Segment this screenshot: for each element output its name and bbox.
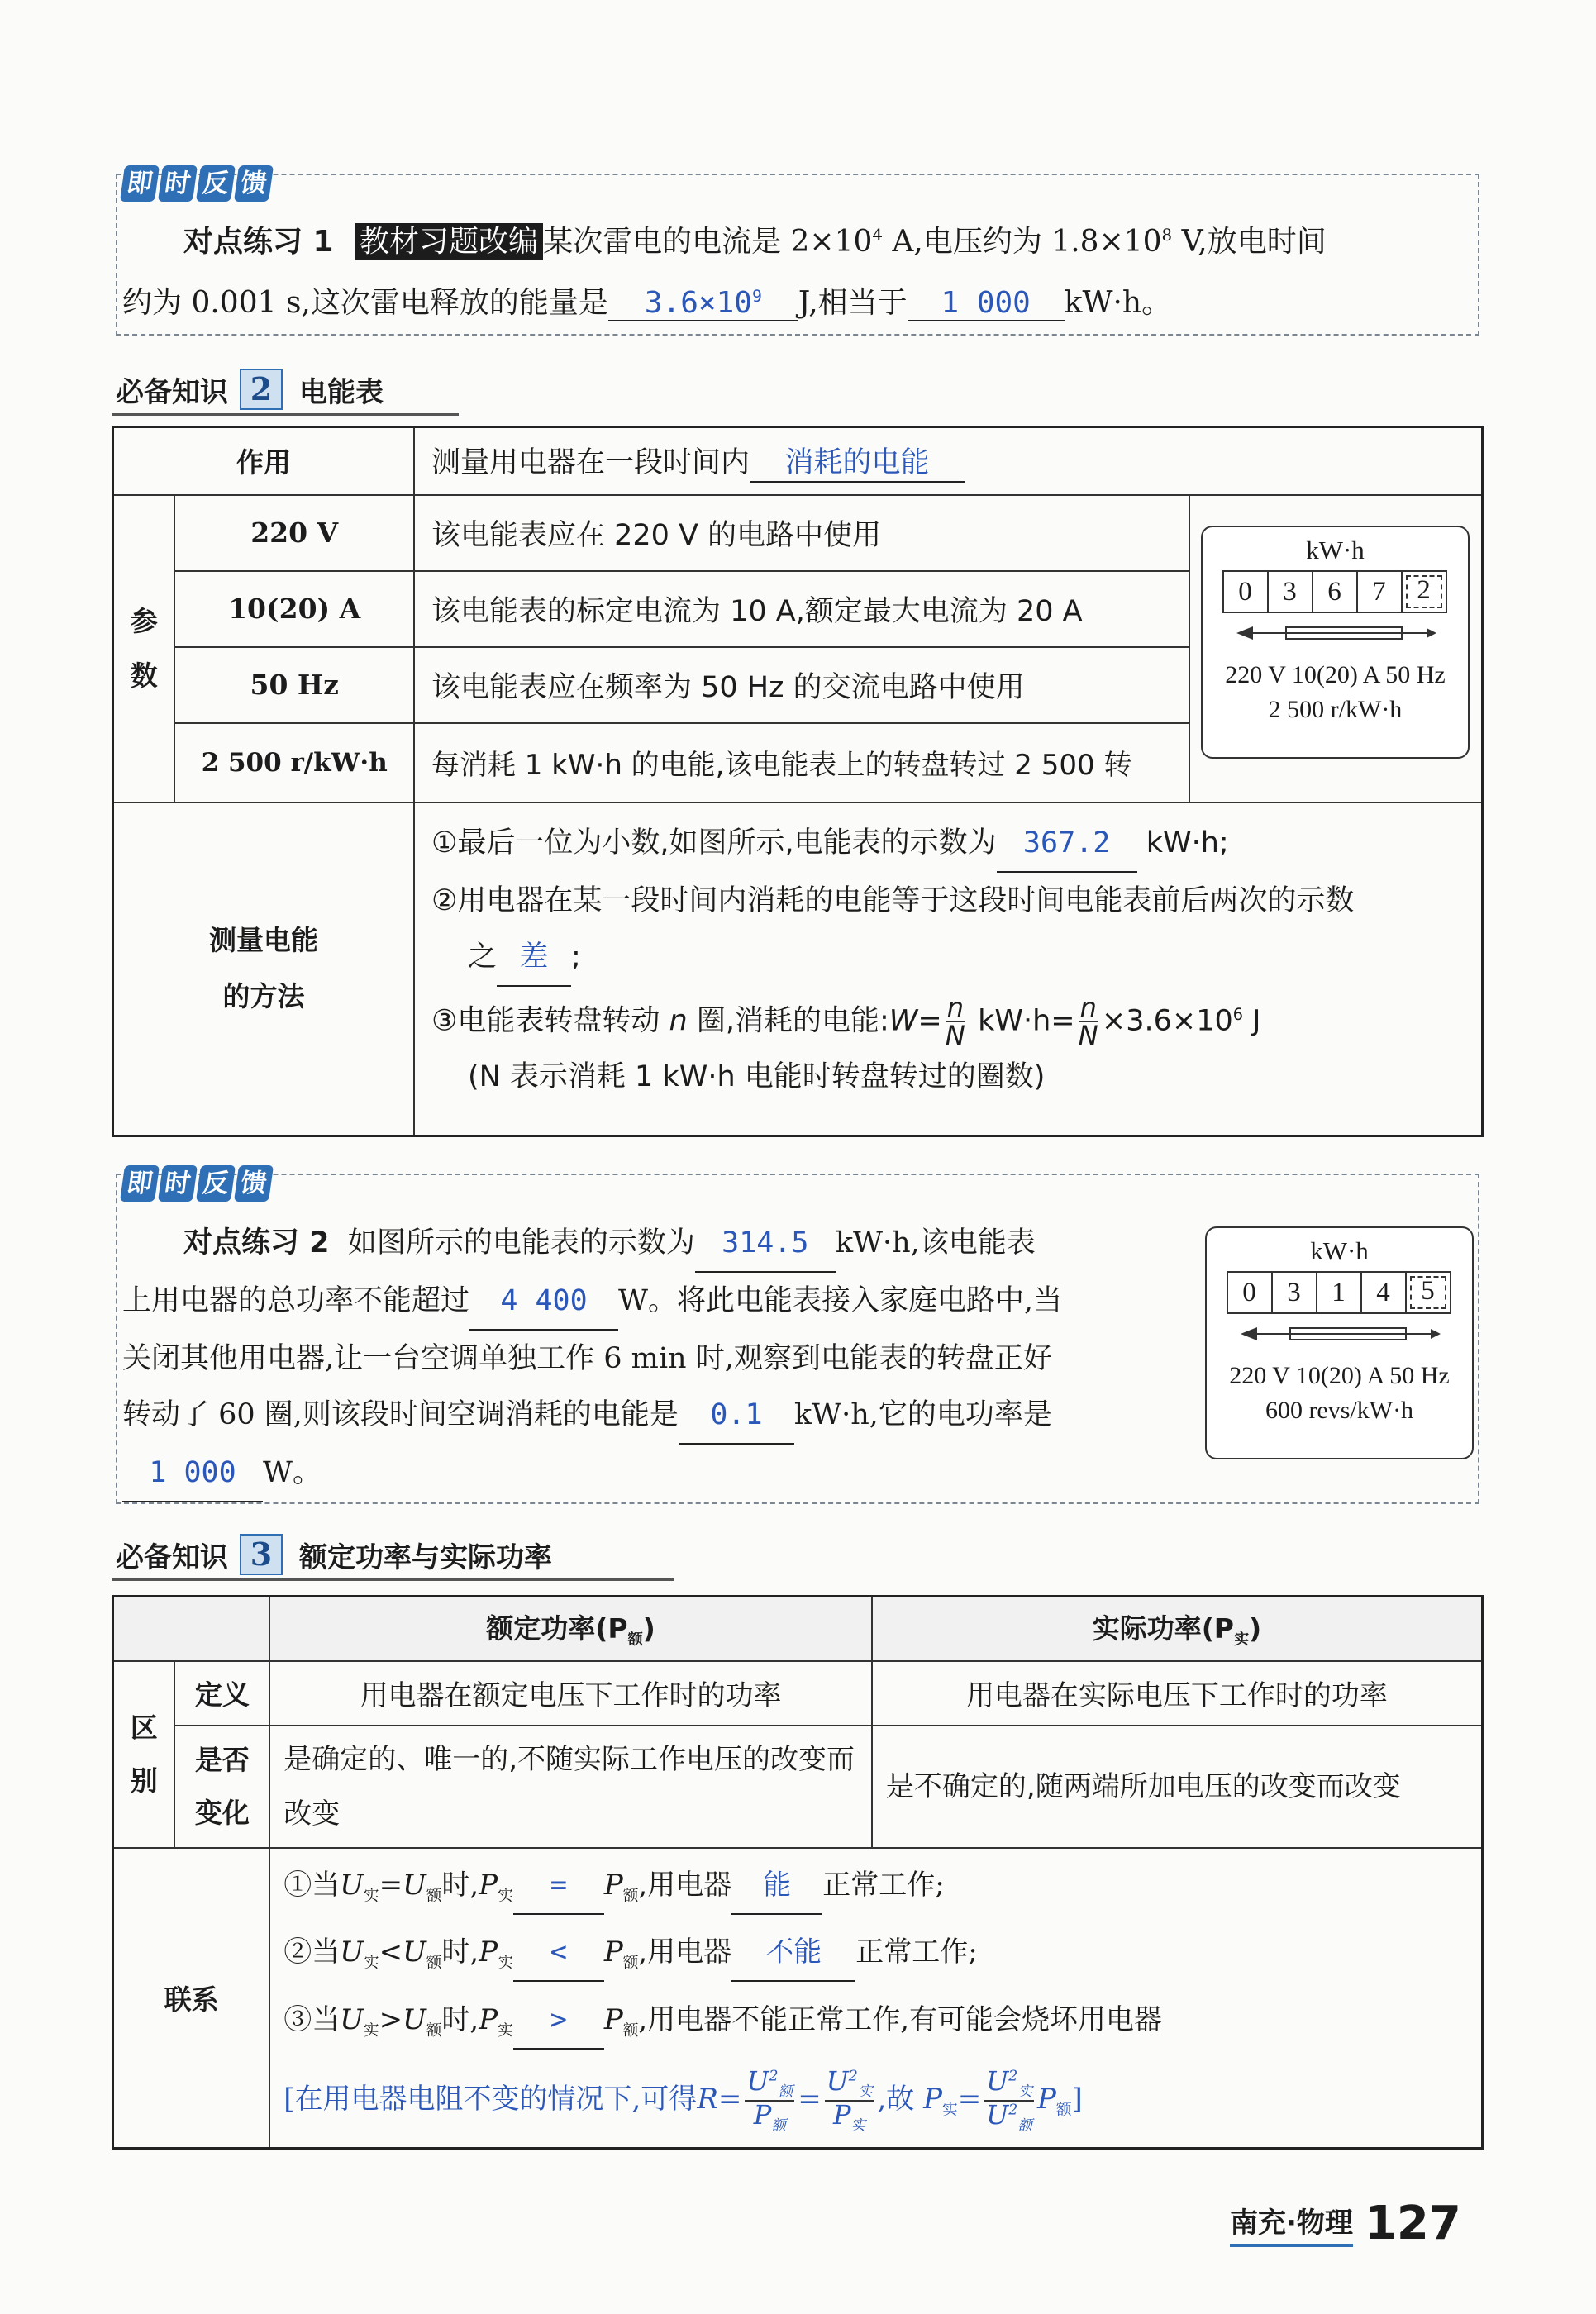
change-actual: 是不确定的,随两端所加电压的改变而改变 — [872, 1726, 1483, 1848]
exercise-label: 对点练习 1 — [183, 225, 334, 259]
param-desc: 每消耗 1 kW·h 的电能,该电能表上的转盘转过 2 500 转 — [414, 723, 1189, 802]
param-desc: 该电能表的标定电流为 10 A,额定最大电流为 20 A — [414, 571, 1189, 647]
param-name: 50 Hz — [174, 647, 414, 723]
use-text: 测量用电器在一段时间内 消耗的电能 — [414, 427, 1483, 495]
footer-place: 南充·物理 — [1230, 2200, 1353, 2247]
tag-char: 时 — [158, 165, 198, 202]
answer-blank: 不能 — [731, 1924, 855, 1982]
answer-blank: 差 — [497, 929, 571, 987]
section-number: 2 — [240, 369, 283, 410]
rated-header: 额定功率$(P_额)$ — [269, 1597, 872, 1661]
electric-meter-2 — [1205, 1226, 1474, 1459]
answer-blank: 消耗的电能 — [750, 440, 965, 483]
meter-unit: kW·h — [1310, 1236, 1369, 1265]
empty-header — [113, 1597, 270, 1661]
param-desc: 该电能表应在频率为 50 Hz 的交流电路中使用 — [414, 647, 1189, 723]
answer-blank: 367.2 — [997, 815, 1137, 873]
answer-blank: 1 000 — [908, 286, 1065, 321]
tag-char: 即 — [120, 165, 160, 202]
meter-spec-1: 220 V 10(20) A 50 Hz — [1225, 661, 1446, 688]
diff-label: 区 别 — [113, 1661, 175, 1848]
answer-blank: = — [513, 1857, 604, 1915]
change-label: 是否 变化 — [174, 1726, 269, 1848]
power-table — [112, 1595, 1484, 2150]
answer-blank: 1 000 — [122, 1445, 263, 1502]
tag-char: 反 — [196, 1165, 236, 1202]
meter-spec-2: 600 revs/kW·h — [1265, 1397, 1414, 1424]
meter-spec-2: 2 500 r/kW·h — [1268, 696, 1403, 723]
actual-header: 实际功率$(P_实)$ — [872, 1597, 1483, 1661]
tag-char: 馈 — [234, 165, 274, 202]
param-name: 2 500 r/kW·h — [174, 723, 414, 802]
meter-digits: 0 3 1 4 5 — [1207, 1271, 1472, 1314]
exercise-1-line-2: 约为 0.001 s,这次雷电释放的能量是 $3.6\times 10^9$ J,相当于 1 000 kW·h。 — [122, 286, 1172, 320]
divider — [112, 1578, 674, 1581]
exercise-2-text: 对点练习 2 如图所示的电能表的示数为 314.5 kW·h,该电能表 上用电器的总功率不能超过 4 400 W。将此电能表接入家庭电路中,当 关闭其他用电器,让一台空调单独工作 6 min 时,观察到电能表的转盘正好 转动了 60 圈,则该段时间空调消耗的电能是 0.1 kW·h,它的电功率是 1 000 W。 — [122, 1215, 1189, 1502]
answer-blank: $3.6\times 10^9$ — [608, 286, 798, 321]
param-label: 参 数 — [113, 495, 175, 802]
tag-char: 时 — [158, 1165, 198, 1202]
section-2-title: 必备知识 2 电能表 — [116, 370, 384, 409]
link-label: 联系 — [113, 1848, 270, 2149]
section-3-title: 必备知识 3 额定功率与实际功率 — [116, 1536, 552, 1574]
feedback-tag-1 — [122, 165, 271, 202]
def-rated: 用电器在额定电压下工作时的功率 — [269, 1661, 872, 1726]
exercise-1-line-1: 对点练习 1 教材习题改编 某次雷电的电流是 $2\times 10^4$ A,电压约为 $1.8\times 10^8$ V,放电时间 — [183, 225, 1327, 259]
feedback-tag-2 — [122, 1165, 271, 1202]
meter-unit: kW·h — [1306, 536, 1365, 564]
link-text: ①当$U_实=U_额$时$,P_实 = P_额$,用电器 能 正常工作; ②当$U_实<U_额$时$,P_实 < P_额$,用电器 不能 正常工作; ③当$U_实>U_额$时$,P_实 > P_额$,用电器不能正常工作,有可能会烧坏用电器 [在用电器电阻不变的情况下,可得R= $\frac{U^2_额}{P_额}$ = $\frac{U^2_实}{P_实}$ ,故 $P_实=$ $\frac{U^2_实}{U^2_额}$ $P_额$] — [269, 1848, 1482, 2149]
meter-spec-1: 220 V 10(20) A 50 Hz — [1229, 1362, 1450, 1389]
divider — [112, 413, 459, 416]
answer-blank: > — [513, 1992, 604, 2050]
textbook-badge: 教材习题改编 — [355, 223, 543, 260]
footer — [1230, 2197, 1461, 2250]
section-number: 3 — [240, 1534, 283, 1575]
tag-char: 即 — [120, 1165, 160, 1202]
tag-char: 反 — [196, 165, 236, 202]
param-name: 220 V — [174, 495, 414, 571]
def-label: 定义 — [174, 1661, 269, 1726]
answer-blank: < — [513, 1924, 604, 1982]
answer-blank: 314.5 — [695, 1215, 836, 1273]
electric-meter-1 — [1201, 526, 1470, 759]
answer-blank: 能 — [731, 1857, 822, 1915]
answer-blank: 4 400 — [469, 1273, 618, 1331]
tag-char: 馈 — [234, 1165, 274, 1202]
page-number: 127 — [1364, 2197, 1461, 2250]
use-label: 作用 — [113, 427, 414, 495]
answer-blank: 0.1 — [679, 1387, 794, 1445]
param-name: 10(20) A — [174, 571, 414, 647]
method-text: ①最后一位为小数,如图所示,电能表的示数为 367.2 kW·h; ②用电器在某一段时间内消耗的电能等于这段时间电能表前后两次的示数 之 差 ; ③电能表转盘转动 n 圈,消耗的电能:W= $\frac{n}{N}$ kW·h= $\frac{n}{N}$ $\times 3.6\times 10^6$ J (N 表示消耗 1 kW·h 电能时转盘转过的圈数) — [414, 802, 1483, 1136]
method-label: 测量电能 的方法 — [113, 802, 414, 1136]
change-rated: 是确定的、唯一的,不随实际工作电压的改变而改变 — [269, 1726, 872, 1848]
turntable-icon — [1228, 617, 1443, 650]
param-desc: 该电能表应在 220 V 的电路中使用 — [414, 495, 1189, 571]
turntable-icon — [1232, 1317, 1447, 1350]
meter-digits: 0 3 6 7 2 — [1203, 570, 1468, 613]
def-actual: 用电器在实际电压下工作时的功率 — [872, 1661, 1483, 1726]
